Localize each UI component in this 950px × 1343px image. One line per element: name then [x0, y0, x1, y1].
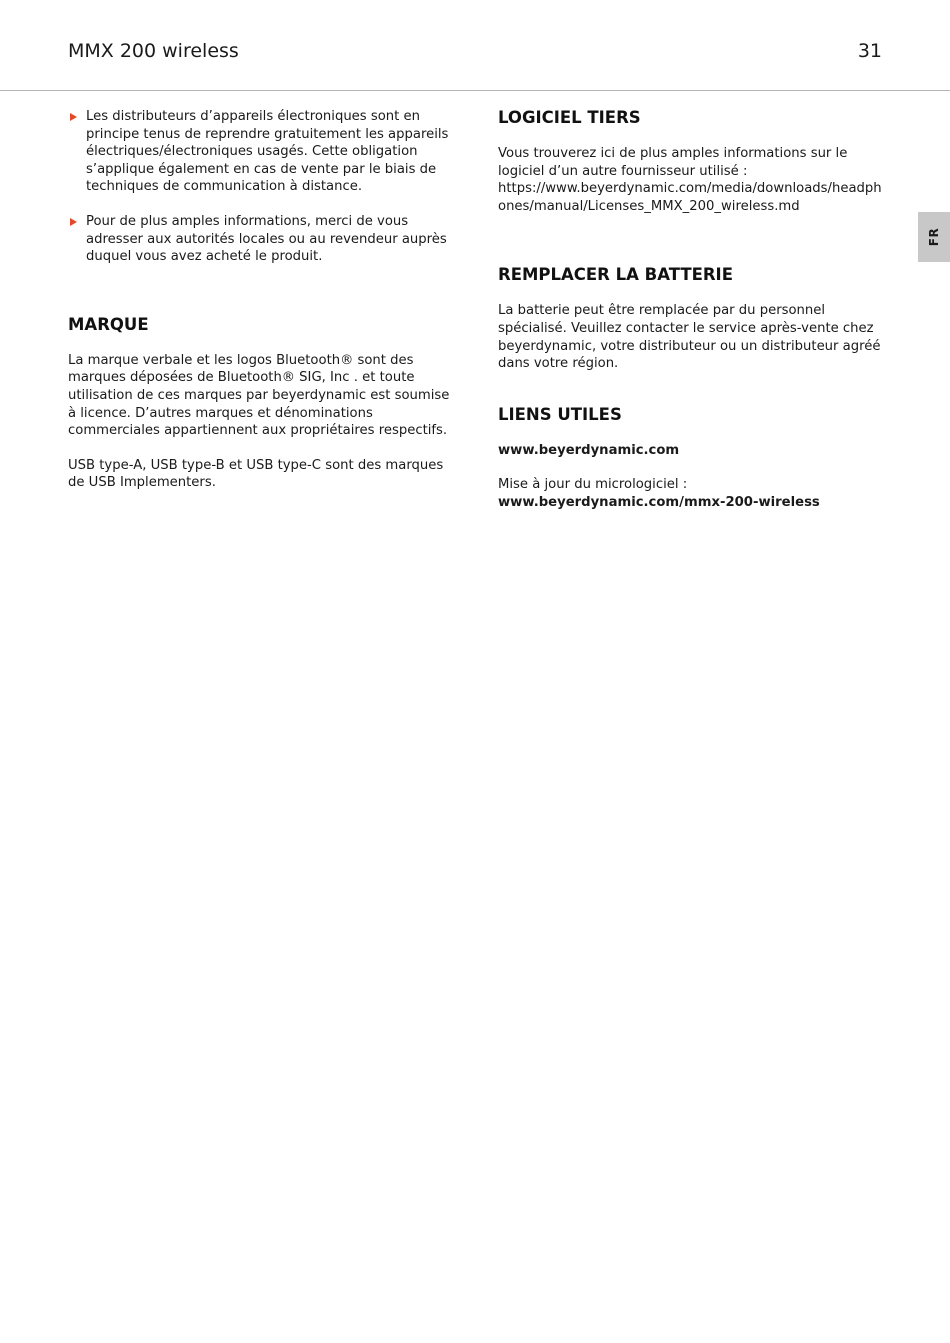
license-url-link[interactable]: https://www.beyerdynamic.com/media/downloads/headphones/manual/Licenses_MMX_200_wireless.md — [498, 181, 882, 214]
marque-paragraph: La marque verbale et les logos Bluetooth® sont des marques déposées de Bluetooth® SIG, Inc . et toute utilisation de ces marques par beyerdynamic est soumise à licence. D’autres marques et dénominations commerciales appartiennent aux propriétaires respectifs. — [68, 352, 450, 439]
section-heading-marque: MARQUE — [68, 314, 149, 334]
triangle-bullet-icon — [70, 218, 77, 226]
page-number: 31 — [857, 40, 882, 62]
header-divider — [0, 90, 950, 91]
right-column — [498, 108, 886, 512]
left-column — [68, 108, 458, 492]
section-heading-batterie: REMPLACER LA BATTERIE — [498, 265, 733, 285]
logiciel-text: Vous trouverez ici de plus amples informations sur le logiciel d’un autre fournisseur utilisé : — [498, 146, 848, 179]
usb-paragraph: USB type-A, USB type-B et USB type-C sont des marques de USB Implementers. — [68, 457, 444, 491]
bullet-item — [68, 213, 458, 266]
website-link[interactable]: www.beyerdynamic.com — [498, 442, 680, 458]
firmware-link[interactable]: www.beyerdynamic.com/mmx-200-wireless — [498, 494, 820, 510]
bullet-item — [68, 108, 458, 196]
batterie-text: La batterie peut être remplacée par du personnel spécialisé. Veuillez contacter le service après-vente chez beyerdynamic, votre distributeur ou un distributeur agréé dans votre région. — [498, 303, 881, 372]
triangle-bullet-icon — [70, 113, 77, 121]
bullet-text: Pour de plus amples informations, merci de vous adresser aux autorités locales ou au revendeur auprès duquel vous avez acheté le produit. — [86, 213, 447, 265]
section-heading-liens: LIENS UTILES — [498, 404, 622, 424]
language-tab-label: FR — [927, 227, 941, 247]
section-heading-logiciel: LOGICIEL TIERS — [498, 108, 641, 127]
firmware-label: Mise à jour du micrologiciel : — [498, 477, 688, 493]
bullet-text: Les distributeurs d’appareils électroniques sont en principe tenus de reprendre gratuitement les appareils électriques/électroniques usagés. Cette obligation s’applique également en cas de vente par le biais de techniques de communication à distance. — [86, 109, 449, 195]
language-tab — [918, 212, 950, 262]
document-title: MMX 200 wireless — [68, 40, 239, 62]
